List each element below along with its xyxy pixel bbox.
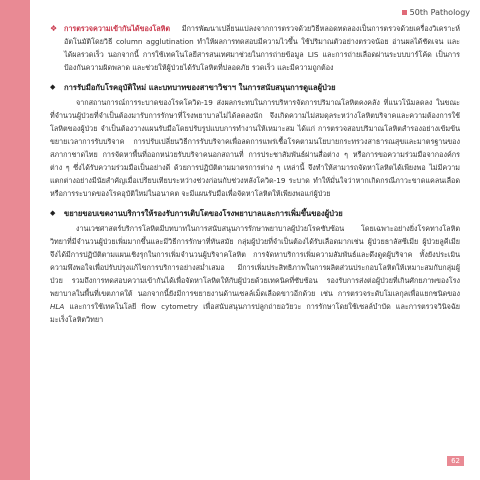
lead-phrase: การตรวจความเข้ากันได้ของโลหิต xyxy=(64,24,171,33)
section-paragraph-emerging-disease: จากสถานการณ์การระบาดของโรคโควิด-19 ส่งผลกระทบในการบริหารจัดการปริมาณโลหิตคงคลัง ที่แนวโน้มลดลง ในขณะที่จำนวนผู้ป่วยที่จำเป็นต้องมารับการรักษาที่โรงพยาบาลไม่ได้ลดลงนัก จึงเกิดความไม่สมดุลระหว่างโลหิตบริจาคและความต้องการใช้โลหิตของผู้ป่วย จำเป็นต้องวางแผนรับมือโดยปรับรูปแบบการทำงานให้เหมาะสม ได้แก่ การตรวจสอบปริมาณโลหิตสำรองอย่างเข้มข้น ขยายเวลาการรับบริจาค การปรับเปลี่ยนวิธีการรับบริจาคเพื่อลดการแพร่เชื้อโรคตามนโยบายกระทรวงสาธารณสุขและมาตรฐานของสภากาชาดไทย การจัดหาพื้นที่ออกหน่วยรับบริจาคนอกสถานที่ การประชาสัมพันธ์ผ่านสื่อต่าง ๆ หรือการขอความร่วมมือจากองค์กรต่าง ๆ ซึ่งได้รับความร่วมมือเป็นอย่างดี ด้วยการปฏิบัติตามมาตรการต่าง ๆ เหล่านี้ จึงทำให้สามารถจัดหาโลหิตได้เพียงพอ ไม่มีความแตกต่างอย่างมีนัยสำคัญเมื่อเปรียบเทียบระหว่างช่วงก่อนกับช่วงหลังโควิด-19 ระบาด ทำให้มั่นใจว่าหากเกิดกรณีภาวะขาดแคลนเลือดหรือการระบาดของโรคอุบัติใหม่ในอนาคต จะมีแผนรับมือเพื่อจัดหาโลหิตให้เพียงพอแก่ผู้ป่วย xyxy=(50,98,460,198)
decorative-side-band xyxy=(0,0,30,480)
section-label: 50th Pathology xyxy=(409,8,470,17)
block-paragraph xyxy=(64,22,460,74)
paragraph-text-end: และการใช้เทคโนโลยี flow cytometry เพื่อสนับสนุนการปลูกถ่ายอวัยวะ การรักษาโดยใช้เซลล์บำบัด และการตรวจวินิจฉัยมะเร็งโลหิตวิทยา xyxy=(50,302,460,324)
heading-text: การรับมือกับโรคอุบัติใหม่ และบทบาทของสาขาวิชาฯ ในการสนับสนุนการดูแลผู้ป่วย xyxy=(64,83,336,92)
block-text: มีการพัฒนาเปลี่ยนแปลงจากการตรวจด้วยวิธีหลอดทดลองเป็นการตรวจด้วยเครื่องวิเคราะห์อัตโนมัติโดยวิธี column agglutination ทำให้ผลการทดสอบมีความไวขึ้น ใช้ปริมาณตัวอย่างตรวจน้อย อ่านผลได้ชัดเจน และได้ผลรวดเร็ว นอกจากนี้ การใช้เทคโนโลยีสารสนเทศมาช่วยในการถ่ายข้อมูล LIS และการถ่ายเลือดผ่านระบบบาร์โค้ด เป็นการป้องกันความผิดพลาด และช่วยให้ผู้ป่วยได้รับโลหิตที่ปลอดภัย รวดเร็ว และมีความถูกต้อง xyxy=(64,24,460,72)
page-header xyxy=(402,8,470,17)
section-paragraph-service-expansion xyxy=(50,222,460,326)
page-content xyxy=(50,22,460,326)
hla-term: HLA xyxy=(50,302,65,311)
section-heading-service-expansion xyxy=(50,207,460,220)
paragraph-text: งานเวชศาสตร์บริการโลหิตมีบทบาทในการสนับสนุนการรักษาพยาบาลผู้ป่วยโรคซับซ้อน โดยเฉพาะอย่างยิ่งโรคทางโลหิตวิทยาที่มีจำนวนผู้ป่วยเพิ่มมากขึ้นและมีวิธีการรักษาที่ทันสมัย กลุ่มผู้ป่วยที่จำเป็นต้องได้รับเลือดมากเช่น ผู้ป่วยธาลัสซีเมีย ผู้ป่วยลูคีเมีย จึงได้มีการปฏิบัติตามแผนเชิงรุกในการเพิ่มจำนวนผู้บริจาคโลหิต การจัดหาบริการเพิ่มความสัมพันธ์และดึงดูดผู้บริจาค ทั้งยังประเมินความพึงพอใจเพื่อปรับปรุงแก้ไขการบริการอย่างสม่ำเสมอ มีการเพิ่มประสิทธิภาพในการผลิตส่วนประกอบโลหิตให้เหมาะสมกับกลุ่มผู้ป่วย รวมถึงการทดสอบความเข้ากันได้เพื่อจัดหาโลหิตให้กับผู้ป่วยด้วยเทคนิคที่ซับซ้อน รองรับการส่งต่อผู้ป่วยที่เกินศักยภาพของโรงพยาบาลในพื้นที่เขตภาคใต้ นอกจากนี้ยังมีการขยายงานด้านเซลล์เม็ดเลือดขาวอีกด้วย เช่น การตรวจระดับโมเลกุลเพื่อแยกชนิดของ xyxy=(50,224,460,298)
block-compatibility-testing xyxy=(50,22,460,74)
square-bullet-icon xyxy=(402,10,407,15)
diamond-bullet-icon: ◆ xyxy=(50,209,56,217)
flower-bullet-icon: ❖ xyxy=(50,24,58,33)
diamond-bullet-icon: ◆ xyxy=(50,83,56,91)
page-number: 62 xyxy=(447,456,464,466)
heading-text: ขยายขอบเขตงานบริการให้รองรับการเติบโตของโรงพยาบาลและการเพิ่มขึ้นของผู้ป่วย xyxy=(64,209,343,218)
section-heading-emerging-disease xyxy=(50,81,460,94)
